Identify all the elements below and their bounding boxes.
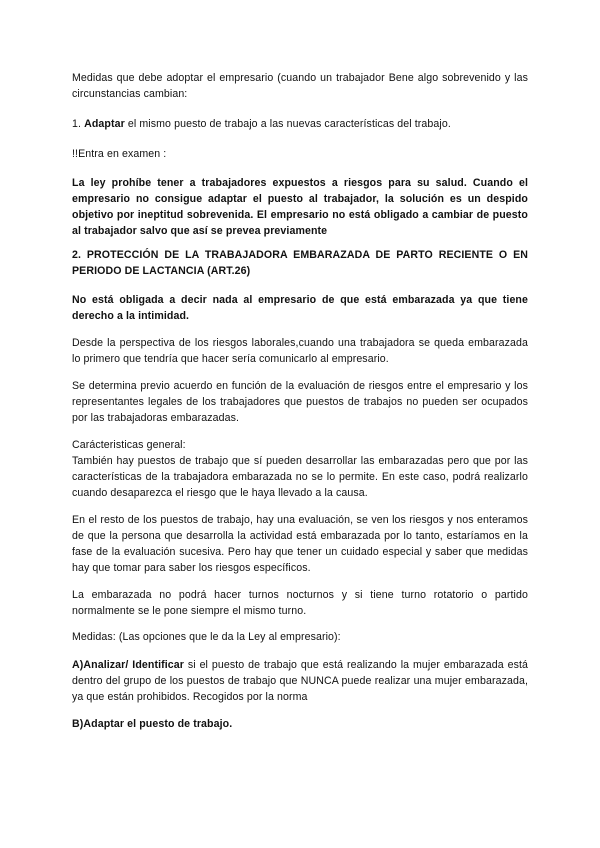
shifts-paragraph: La embarazada no podrá hacer turnos nocturnos y si tiene turno rotatorio o partido normalmente se le pone siempre el mismo turno. (72, 589, 528, 617)
measure-1-paragraph (72, 116, 528, 132)
measure-1-bold: Adaptar (84, 118, 125, 130)
measure-1-text: el mismo puesto de trabajo a las nuevas características del trabajo. (124, 118, 451, 130)
measure-b-heading: B)Adaptar el puesto de trabajo. (72, 718, 233, 730)
exam-note: !!Entra en examen : (72, 148, 167, 160)
measure-a-bold: A)Analizar/ Identificar (72, 659, 185, 671)
measure-1-prefix: 1. (72, 118, 85, 130)
measure-a-text: si el puesto de trabajo que está realizando la mujer embarazada está dentro del grupo de los puestos de trabajo que NUNCA puede realizar una mujer embarazada, ya que están prohibidos. Recogidos por la norma (72, 659, 529, 703)
risk-perspective-paragraph: Desde la perspectiva de los riesgos laborales,cuando una trabajadora se queda embarazada lo primero que tendría que hacer sería comunicarlo al empresario. (72, 337, 528, 365)
intro-paragraph: Medidas que debe adoptar el empresario (cuando un trabajador Bene algo sobrevenido y las circunstancias cambian: (72, 72, 528, 100)
agreement-paragraph: Se determina previo acuerdo en función de la evaluación de riesgos entre el empresario y los representantes legales de los trabajadores que puestos de trabajos no pueden ser ocupados por las trabajadoras embarazadas. (72, 380, 528, 424)
section-2-heading: 2. PROTECCIÓN DE LA TRABAJADORA EMBARAZADA DE PARTO RECIENTE O EN PERIODO DE LACTANCIA (ART.26) (72, 249, 528, 277)
characteristics-title: Carácteristicas general: (72, 439, 186, 451)
law-paragraph: La ley prohíbe tener a trabajadores expuestos a riesgos para su salud. Cuando el empresario no consigue adaptar el puesto al trabajador, la solución es un despido objetivo por ineptitud sobrevenida. El empresario no está obligado a cambiar de puesto al trabajador salvo que así se prevea previamente (72, 177, 528, 237)
characteristics-paragraph: También hay puestos de trabajo que sí pueden desarrollar las embarazadas pero que por las características de la trabajadora embarazada no se lo permite. En este caso, podrá realizarlo cuando desaparezca el riesgo que le haya llevado a la causa. (72, 455, 528, 499)
measures-title: Medidas: (Las opciones que le da la Ley al empresario): (72, 631, 341, 643)
evaluation-paragraph: En el resto de los puestos de trabajo, hay una evaluación, se ven los riesgos y nos enteramos de que la persona que desarrolla la actividad está embarazada por lo tanto, estaríamos en la fase de la evaluación sucesiva. Pero hay que tener un cuidado especial y saber que medidas hay que tomar para saber los riesgos específicos. (72, 514, 528, 574)
privacy-paragraph: No está obligada a decir nada al empresario de que está embarazada ya que tiene derecho a la intimidad. (72, 294, 528, 322)
measure-a-paragraph (72, 657, 528, 705)
